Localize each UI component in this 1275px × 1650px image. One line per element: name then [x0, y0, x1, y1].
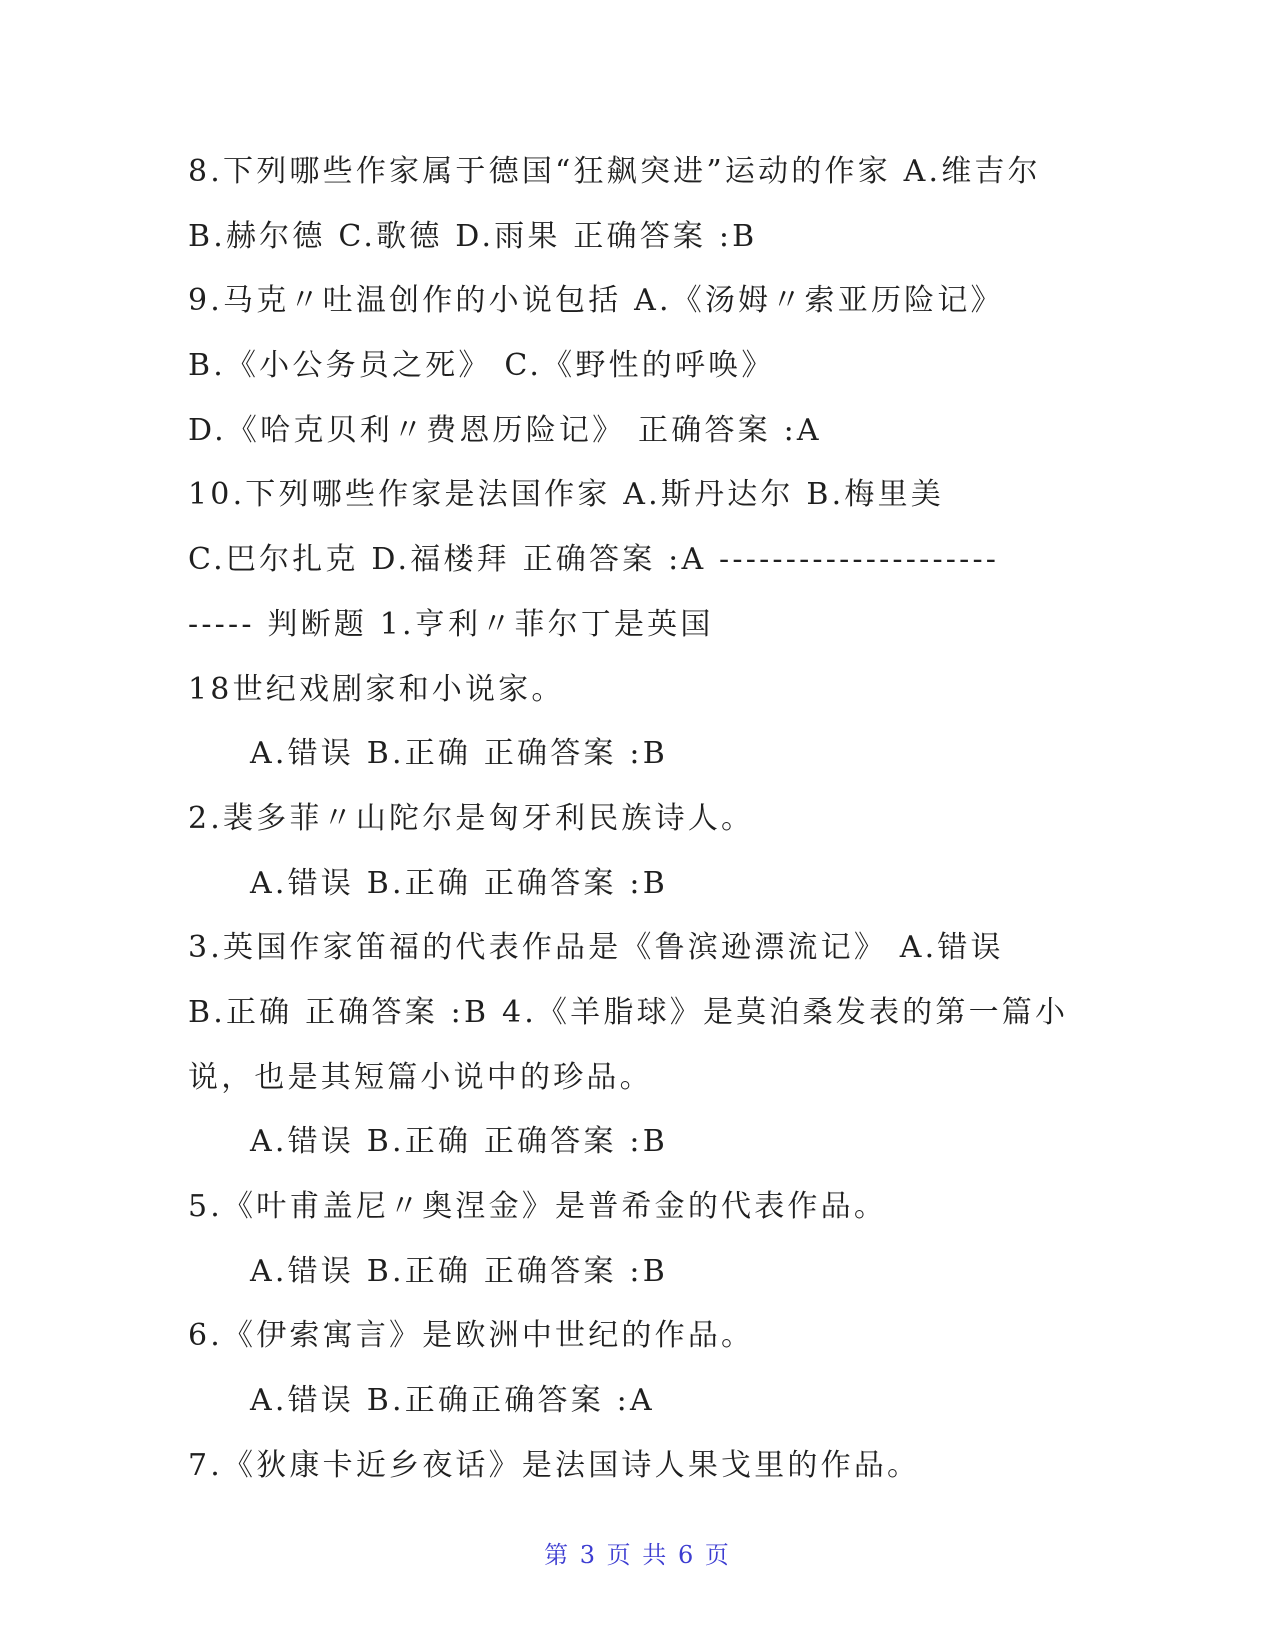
text-line: C.巴尔扎克 D.福楼拜 正确答案 :A ---------------------	[188, 542, 1000, 578]
text-line: 说，也是其短篇小说中的珍品。	[188, 1059, 653, 1095]
answer-line: A.错误 B.正确 正确答案 :B	[250, 865, 668, 901]
answer-line: A.错误 B.正确 正确答案 :B	[250, 1253, 668, 1289]
text-line: 10.下列哪些作家是法国作家 A.斯丹达尔 B.梅里美	[188, 477, 944, 513]
text-line: ----- 判断题 1.亨利〃菲尔丁是英国	[188, 606, 714, 642]
text-line: 9.马克〃吐温创作的小说包括 A.《汤姆〃索亚历险记》	[188, 283, 1004, 319]
text-line: B.《小公务员之死》 C.《野性的呼唤》	[188, 348, 775, 384]
text-line: 7.《狄康卡近乡夜话》是法国诗人果戈里的作品。	[188, 1447, 921, 1483]
text-line: 5.《叶甫盖尼〃奥涅金》是普希金的代表作品。	[188, 1189, 888, 1224]
text-line: 6.《伊索寓言》是欧洲中世纪的作品。	[188, 1318, 755, 1354]
document-body	[188, 140, 1088, 1498]
answer-line: A.错误 B.正确 正确答案 :B	[250, 736, 668, 772]
answer-line: A.错误 B.正确正确答案 :A	[250, 1383, 655, 1419]
text-line: D.《哈克贝利〃费恩历险记》 正确答案 :A	[188, 412, 822, 448]
text-line: 8.下列哪些作家属于德国“狂飙突进”运动的作家 A.维吉尔	[188, 154, 1041, 189]
answer-line: A.错误 B.正确 正确答案 :B	[250, 1124, 668, 1160]
page-number-footer: 第 3 页 共 6 页	[544, 1541, 731, 1569]
text-line: B.正确 正确答案 :B 4.《羊脂球》是莫泊桑发表的第一篇小	[188, 994, 1069, 1030]
text-line: 2.裴多菲〃山陀尔是匈牙利民族诗人。	[188, 800, 755, 836]
text-line: 3.英国作家笛福的代表作品是《鲁滨逊漂流记》 A.错误	[188, 930, 1004, 966]
text-line: 18世纪戏剧家和小说家。	[188, 671, 565, 707]
text-line: B.赫尔德 C.歌德 D.雨果 正确答案 :B	[188, 218, 758, 254]
